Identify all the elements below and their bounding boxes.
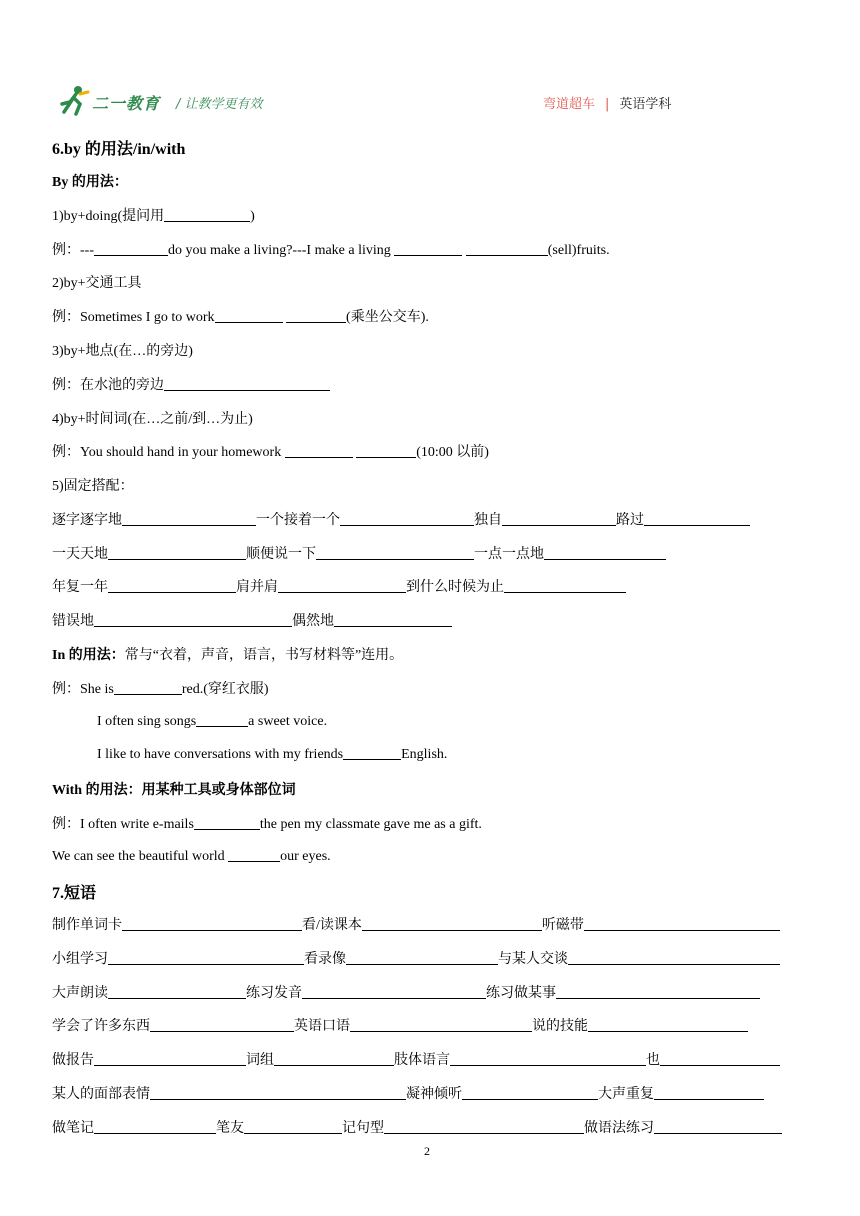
phrases-row-6: 某人的面部表情 凝神倾听 大声重复 — [52, 1083, 764, 1103]
blank[interactable] — [244, 1119, 342, 1134]
fixed-phrases-row-4: 错误地 偶然地 — [52, 610, 452, 630]
brand-name: 弯道超车 — [543, 97, 596, 112]
blank[interactable] — [568, 950, 780, 965]
blank[interactable] — [215, 308, 283, 323]
section7-title: 7.短语 — [52, 885, 97, 902]
with-heading: With 的用法：用某种工具或身体部位词 — [52, 783, 296, 798]
blank[interactable] — [94, 241, 168, 256]
blank[interactable] — [654, 1119, 782, 1134]
blank[interactable] — [285, 443, 353, 458]
blank[interactable] — [302, 984, 486, 999]
by-rule-3: 3)by+地点(在…的旁边) — [52, 344, 193, 359]
blank[interactable] — [660, 1051, 780, 1066]
blank[interactable] — [502, 511, 616, 526]
blank[interactable] — [122, 511, 256, 526]
by-example-3: 例：在水池的旁边 — [52, 374, 330, 394]
blank[interactable] — [274, 1051, 394, 1066]
blank[interactable] — [504, 578, 626, 593]
logo-text: 二一教育 — [92, 94, 161, 113]
by-rule-5: 5)固定搭配： — [52, 479, 134, 494]
blank[interactable] — [556, 984, 760, 999]
in-example-2: I often sing songs a sweet voice. — [97, 714, 328, 729]
slogan: / 让教学更有效 — [176, 97, 263, 112]
blank[interactable] — [362, 916, 542, 931]
blank[interactable] — [350, 1017, 532, 1032]
blank[interactable] — [286, 308, 346, 323]
blank[interactable] — [94, 612, 292, 627]
by-heading: By 的用法： — [52, 175, 128, 190]
blank[interactable] — [108, 950, 304, 965]
in-description: 常与“衣着，声音，语言，书写材料等”连用。 — [124, 648, 404, 663]
in-example-1: 例：She is red.(穿红衣服) — [52, 682, 269, 697]
in-usage — [52, 644, 403, 664]
page-number: 2 — [424, 1144, 430, 1158]
page-header — [56, 84, 816, 120]
fixed-phrases-row-2: 一天天地 顺便说一下 一点一点地 — [52, 543, 666, 563]
by-rule-2: 2)by+交通工具 — [52, 276, 142, 291]
phrases-row-5: 做报告 词组 肢体语言 也 — [52, 1049, 780, 1069]
phrases-row-4: 学会了许多东西 英语口语 说的技能 — [52, 1015, 748, 1035]
fixed-phrases-row-3: 年复一年 肩并肩 到什么时候为止 — [52, 576, 626, 596]
blank[interactable] — [544, 545, 666, 560]
phrases-row-7: 做笔记 笔友 记句型 做语法练习 — [52, 1117, 782, 1137]
in-example-3: I like to have conversations with my friends English. — [97, 747, 448, 762]
blank[interactable] — [340, 511, 474, 526]
blank[interactable] — [108, 578, 236, 593]
in-heading: In 的用法： — [52, 648, 125, 663]
fixed-phrases-row-1: 逐字逐字地 一个接着一个 独自 路过 — [52, 509, 750, 529]
blank[interactable] — [278, 578, 406, 593]
blank[interactable] — [644, 511, 750, 526]
blank[interactable] — [194, 815, 260, 830]
phrases-row-2: 小组学习 看录像 与某人交谈 — [52, 948, 780, 968]
blank[interactable] — [122, 916, 302, 931]
blank[interactable] — [334, 612, 452, 627]
subject-label: 英语学科 — [619, 97, 672, 112]
section6-title: 6.by 的用法/in/with — [52, 141, 186, 158]
blank[interactable] — [164, 376, 330, 391]
with-example-2: We can see the beautiful world our eyes. — [52, 849, 331, 864]
with-example-1: 例：I often write e-mails the pen my classmate gave me as a gift. — [52, 817, 482, 832]
blank[interactable] — [94, 1051, 246, 1066]
blank[interactable] — [450, 1051, 646, 1066]
blank[interactable] — [114, 680, 182, 695]
blank[interactable] — [466, 241, 548, 256]
blank[interactable] — [384, 1119, 584, 1134]
blank[interactable] — [462, 1085, 598, 1100]
blank[interactable] — [343, 745, 401, 760]
blank[interactable] — [150, 1017, 294, 1032]
blank[interactable] — [108, 545, 246, 560]
by-rule-1: 1)by+doing(提问用 ) — [52, 209, 255, 224]
blank[interactable] — [346, 950, 498, 965]
blank[interactable] — [108, 984, 246, 999]
blank[interactable] — [164, 207, 250, 222]
brand-separator: | — [605, 97, 610, 112]
blank[interactable] — [150, 1085, 406, 1100]
logo — [58, 84, 180, 118]
by-example-2: 例：Sometimes I go to work (乘坐公交车). — [52, 310, 429, 325]
blank[interactable] — [584, 916, 780, 931]
blank[interactable] — [196, 712, 248, 727]
by-example-1: 例：--- do you make a living?---I make a living (sell)fruits. — [52, 243, 610, 258]
blank[interactable] — [316, 545, 474, 560]
phrases-row-1: 制作单词卡 看/读课本 听磁带 — [52, 914, 780, 934]
blank[interactable] — [588, 1017, 748, 1032]
brand-subject — [543, 93, 671, 112]
phrases-row-3: 大声朗读 练习发音 练习做某事 — [52, 982, 760, 1002]
blank[interactable] — [228, 847, 280, 862]
blank[interactable] — [356, 443, 416, 458]
blank[interactable] — [94, 1119, 216, 1134]
by-example-4: 例：You should hand in your homework (10:00 以前) — [52, 445, 489, 460]
blank[interactable] — [394, 241, 462, 256]
runner-logo-icon — [58, 84, 92, 116]
blank[interactable] — [654, 1085, 764, 1100]
by-rule-4: 4)by+时间词(在…之前/到…为止) — [52, 412, 253, 427]
